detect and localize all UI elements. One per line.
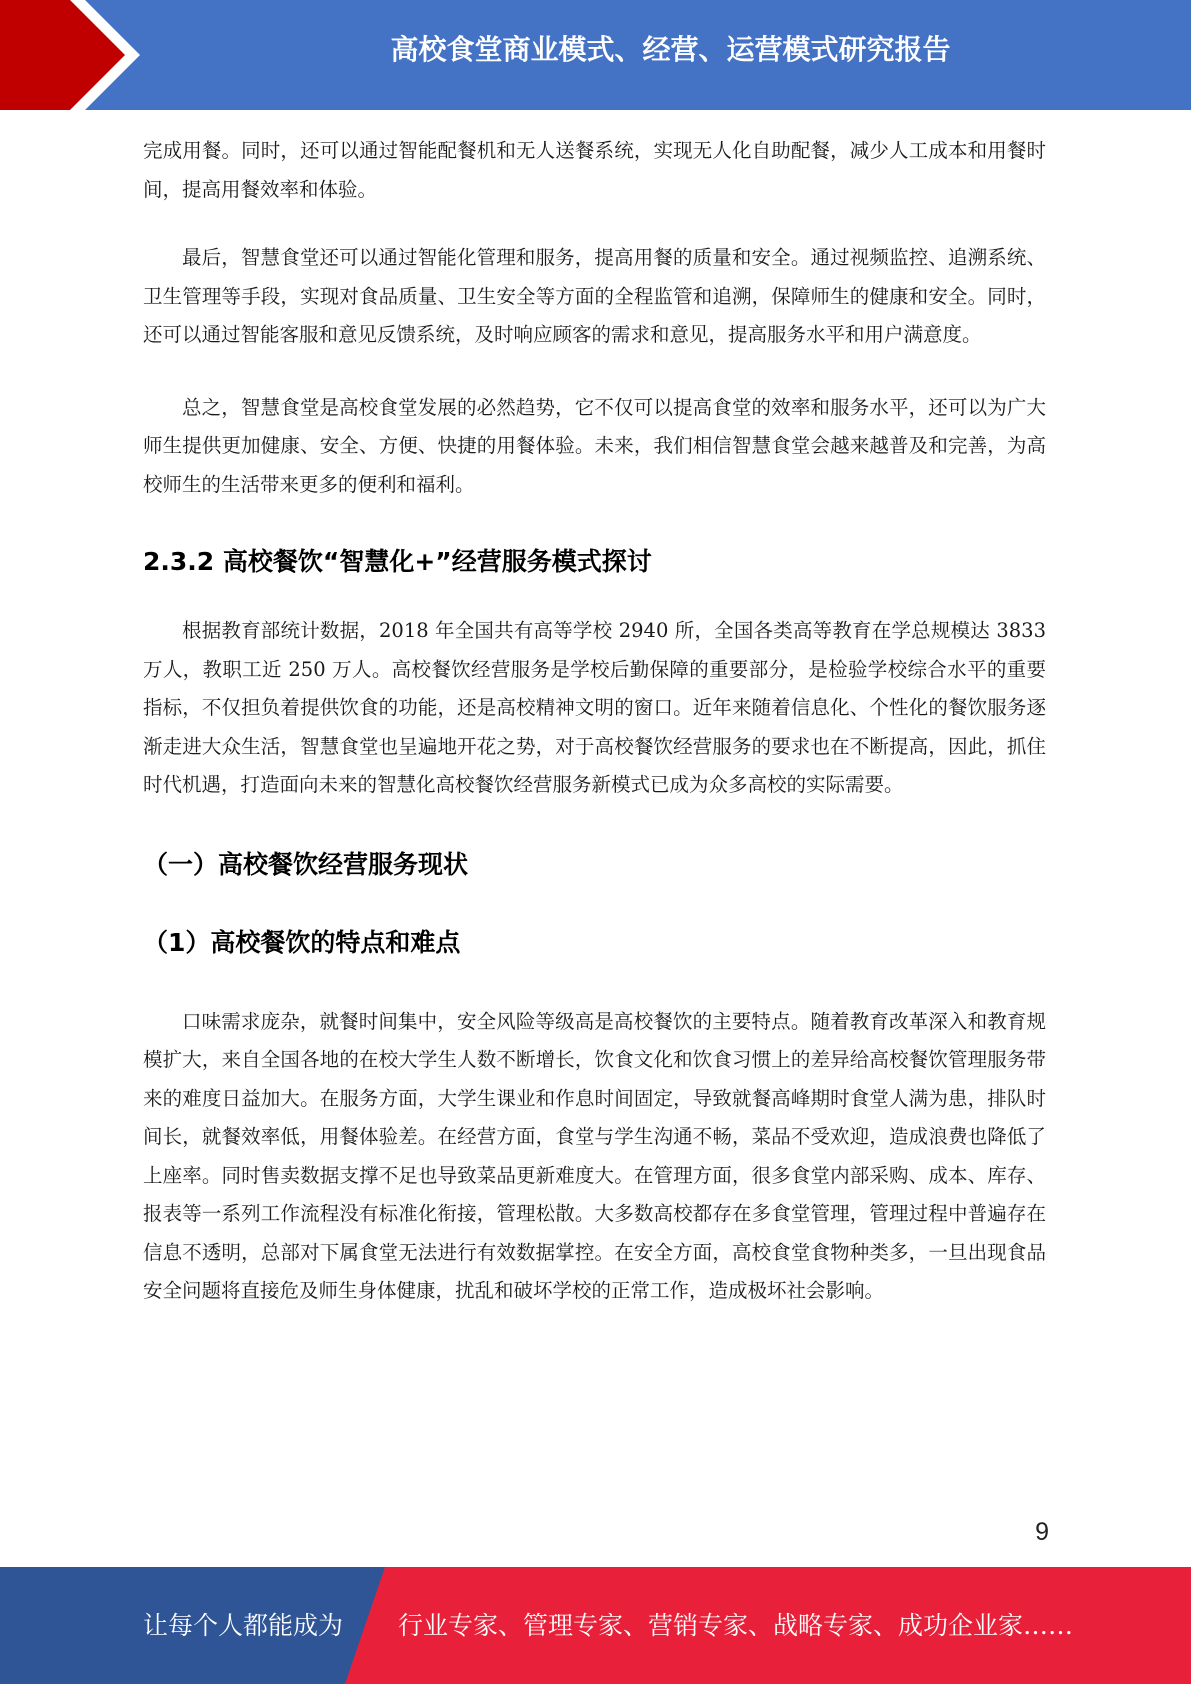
paragraph-4: 根据教育部统计数据，2018 年全国共有高等学校 2940 所，全国各类高等教育在学总规模达 3833 万人，教职工近 250 万人。高校餐饮经营服务是学校后勤保障的重要部分，是检验学校综合水平的重要指标，不仅担负着提供饮食的功能，还是高校精神文明的窗口。近年来随着信息化、个性化的餐饮服务逐渐走进大众生活，智慧食堂也呈遍地开花之势，对于高校餐饮经营服务的要求也在不断提高，因此，抓住时代机遇，打造面向未来的智慧化高校餐饮经营服务新模式已成为众多高校的实际需要。 [143, 619, 1046, 796]
page-number: 9 [1035, 1518, 1049, 1546]
footer-slogan-left: 让每个人都能成为 [143, 1611, 344, 1640]
page-header [0, 0, 1191, 110]
paragraph-3: 总之，智慧食堂是高校食堂发展的必然趋势，它不仅可以提高食堂的效率和服务水平，还可以为广大师生提供更加健康、安全、方便、快捷的用餐体验。未来，我们相信智慧食堂会越来越普及和完善，为高校师生的生活带来更多的便利和福利。 [143, 395, 1046, 496]
page-footer [0, 1567, 1191, 1684]
footer-slogan-right: 行业专家、管理专家、营销专家、战略专家、成功企业家…… [398, 1611, 1074, 1640]
header-title: 高校食堂商业模式、经营、运营模式研究报告 [390, 33, 951, 66]
page-content [143, 132, 1046, 1311]
paragraph-2: 最后，智慧食堂还可以通过智能化管理和服务，提高用餐的质量和安全。通过视频监控、追溯系统、卫生管理等手段，实现对食品质量、卫生安全等方面的全程监管和追溯，保障师生的健康和安全。同时，还可以通过智能客服和意见反馈系统，及时响应顾客的需求和意见，提高服务水平和用户满意度。 [143, 246, 1046, 346]
section-heading: 2.3.2 高校餐饮“智慧化+”经营服务模式探讨 [143, 547, 652, 576]
header-arrow-decoration [0, 0, 160, 110]
paragraph-1: 完成用餐。同时，还可以通过智能配餐机和无人送餐系统，实现无人化自助配餐，减少人工成本和用餐时间，提高用餐效率和体验。 [143, 139, 1046, 201]
sub-heading-2: （1）高校餐饮的特点和难点 [143, 927, 461, 957]
paragraph-5: 口味需求庞杂，就餐时间集中，安全风险等级高是高校餐饮的主要特点。随着教育改革深入和教育规模扩大，来自全国各地的在校大学生人数不断增长，饮食文化和饮食习惯上的差异给高校餐饮管理服务带来的难度日益加大。在服务方面，大学生课业和作息时间固定，导致就餐高峰期时食堂人满为患，排队时间长，就餐效率低，用餐体验差。在经营方面，食堂与学生沟通不畅，菜品不受欢迎，造成浪费也降低了上座率。同时售卖数据支撑不足也导致菜品更新难度大。在管理方面，很多食堂内部采购、成本、库存、报表等一系列工作流程没有标准化衔接，管理松散。大多数高校都存在多食堂管理，管理过程中普遍存在信息不透明，总部对下属食堂无法进行有效数据掌控。在安全方面，高校食堂食物种类多，一旦出现食品安全问题将直接危及师生身体健康，扰乱和破坏学校的正常工作，造成极坏社会影响。 [143, 1009, 1046, 1302]
sub-heading-1: （一）高校餐饮经营服务现状 [143, 849, 469, 879]
